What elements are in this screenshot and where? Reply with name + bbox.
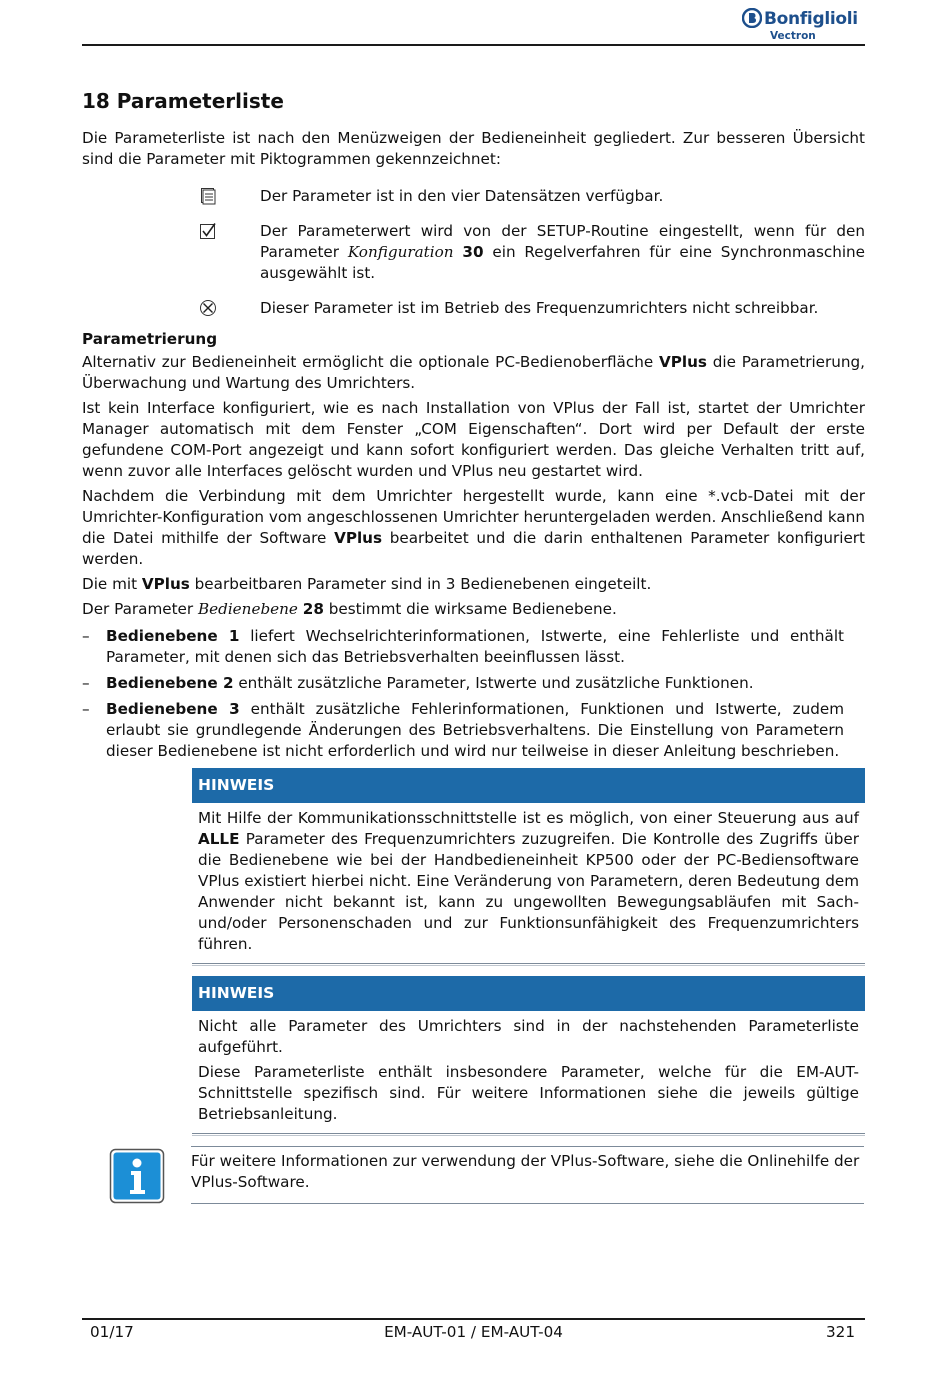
levels-text-a: Die mit <box>82 575 142 593</box>
level-text: liefert Wechselrichterinformationen, Istwerte, eine Fehlerliste und enthält Parameter, mit denen sich das Betriebsverhalten beeinflussen lässt. <box>106 627 844 666</box>
pictogram-row-datasets <box>82 186 865 207</box>
note-text <box>198 808 859 955</box>
vplus-bold: VPlus <box>659 353 707 371</box>
header-rule <box>82 44 865 46</box>
pictogram-row-setup <box>82 221 865 284</box>
info-text: Für weitere Informationen zur verwendung der VPlus-Software, siehe die Onlinehilfe der VPlus-Software. <box>191 1152 860 1191</box>
main-content <box>82 88 865 1204</box>
pictogram-text-datasets: Der Parameter ist in den vier Datensätzen verfügbar. <box>260 187 664 205</box>
subheading-parametrierung: Parametrierung <box>82 330 218 348</box>
paragraph-bedienebene <box>82 599 865 620</box>
pictogram-row-not-writable <box>82 298 865 319</box>
info-content <box>191 1146 864 1204</box>
info-icon <box>109 1148 165 1204</box>
levels-bold: VPlus <box>141 575 190 593</box>
footer-title: EM-AUT-01 / EM-AUT-04 <box>384 1323 563 1341</box>
param-number-28: 28 <box>302 600 324 618</box>
level-title: Bedienebene 3 <box>106 700 240 718</box>
dataset-icon <box>199 187 217 205</box>
list-item <box>82 673 844 694</box>
connection-text-a: Nachdem die Verbindung mit dem Umrichter hergestellt wurde, kann eine *.vcb-Datei mit der Umrichter-Konfiguration vom angeschlossenen Umrichter heruntergeladen werden. Anschließend kann die Datei mithilfe der Software <box>82 487 865 547</box>
level-title: Bedienebene 1 <box>106 627 240 645</box>
dash-bullet: – <box>82 700 90 718</box>
level-text: enthält zusätzliche Parameter, Istwerte und zusätzliche Funktionen. <box>233 674 754 692</box>
footer-rule <box>82 1318 865 1320</box>
param-name-konfiguration: Konfiguration <box>347 243 454 261</box>
dash-bullet: – <box>82 627 90 645</box>
intro-paragraph: Die Parameterliste ist nach den Menüzweigen der Bedieneinheit gegliedert. Zur besseren Übersicht sind die Parameter mit Piktogrammen gekennzeichnet: <box>82 129 865 168</box>
brand-subname: Vectron <box>770 30 816 42</box>
pictogram-text-setup <box>260 221 865 284</box>
paragraph-connection <box>82 486 865 570</box>
note-text-b: Parameter des Frequenzumrichters zuzugreifen. Die Kontrolle des Zugriffs über die Bedienebene wie bei der Handbedieneinheit KP500 oder der PC-Bediensoftware VPlus existiert hierbei nicht. Eine Veränderung von Parametern, deren Bedeutung dem Anwender nicht bekannt ist, kann zu ungewollten Bewegungsabläufen mit Sach- und/oder Personenschaden und zur Funktionsunfähigkeit des Frequenzumrichters führen. <box>198 830 859 953</box>
list-item <box>82 699 844 762</box>
dash-bullet: – <box>82 674 90 692</box>
connection-bold: VPlus <box>334 529 383 547</box>
level-list <box>82 626 865 762</box>
checkbox-icon <box>199 222 217 240</box>
brand-name: Bonfiglioli <box>764 9 858 29</box>
note-box-access <box>192 768 865 966</box>
level-title: Bedienebene 2 <box>106 674 234 692</box>
bedienebene-text-b: bestimmt die wirksame Bedienebene. <box>323 600 617 618</box>
not-writable-icon <box>199 299 217 317</box>
paragraph-vplus <box>82 352 865 394</box>
note-box-parameters <box>192 976 865 1136</box>
note-title: HINWEIS <box>192 976 865 1011</box>
note-bold: ALLE <box>198 830 240 848</box>
info-divider-bottom <box>191 1203 864 1204</box>
setup-text-a: Der Parameterwert wird von der SETUP-Routine eingestellt, wenn für den Parameter <box>260 222 865 261</box>
setup-text-b: ein Regelverfahren für eine Synchronmaschine ausgewählt ist. <box>260 243 866 282</box>
note-text: Diese Parameterliste enthält insbesondere Parameter, welche für die EM-AUT-Schnittstelle spezifisch sind. Für weitere Informationen siehe die jeweils gültige Betriebsanleitung. <box>198 1063 859 1123</box>
note-body <box>192 1011 865 1133</box>
levels-text-b: bearbeitbaren Parameter sind in 3 Bedienebenen eingeteilt. <box>189 575 652 593</box>
chapter-heading: 18 Parameterliste <box>82 89 284 113</box>
connection-text-b: bearbeitet und die darin enthaltenen Parameter konfiguriert werden. <box>82 529 866 568</box>
list-item <box>82 626 844 668</box>
note-divider <box>192 963 865 966</box>
param-name-bedienebene: Bedienebene <box>197 600 298 618</box>
note-text: Nicht alle Parameter des Umrichters sind in der nachstehenden Parameterliste aufgeführt. <box>198 1017 859 1056</box>
info-box <box>82 1146 865 1204</box>
paragraph-interface: Ist kein Interface konfiguriert, wie es nach Installation von VPlus der Fall ist, startet der Umrichter Manager automatisch mit dem Fenster „COM Eigenschaften“. Dort wird per Default der erste gefundene COM-Port angezeigt und kann sofort konfiguriert werden. Das gleiche Verhalten tritt auf, wenn zuvor alle Interfaces gelöscht wurden und VPlus neu gestartet wird. <box>82 399 865 480</box>
note-title: HINWEIS <box>192 768 865 803</box>
level-text: enthält zusätzliche Fehlerinformationen, Funktionen und Istwerte, zudem erlaubt sie grundlegende Änderungen des Betriebsverhaltens. Die Einstellung von Parametern dieser Bedienebene ist nicht erforderlich und wird nur teilweise in dieser Anleitung beschrieben. <box>106 700 844 760</box>
bonfiglioli-logo <box>742 8 864 44</box>
bonfiglioli-logo-icon <box>742 8 762 28</box>
vplus-text-a: Alternativ zur Bedieneinheit ermöglicht die optionale PC-Bedienoberfläche <box>82 353 659 371</box>
pictogram-text-not-writable: Dieser Parameter ist im Betrieb des Frequenzumrichters nicht schreibbar. <box>260 299 819 317</box>
paragraph-levels <box>82 574 865 595</box>
page-number: 321 <box>826 1323 855 1341</box>
note-text-a: Mit Hilfe der Kommunikationsschnittstelle ist es möglich, von einer Steuerung aus auf <box>198 809 859 827</box>
footer-date: 01/17 <box>90 1323 134 1341</box>
param-number-30: 30 <box>462 243 484 261</box>
bedienebene-text-a: Der Parameter <box>82 600 198 618</box>
note-divider <box>192 1133 865 1136</box>
note-body <box>192 803 865 963</box>
vplus-text-b: die Parametrierung, Überwachung und Wartung des Umrichters. <box>82 353 865 392</box>
